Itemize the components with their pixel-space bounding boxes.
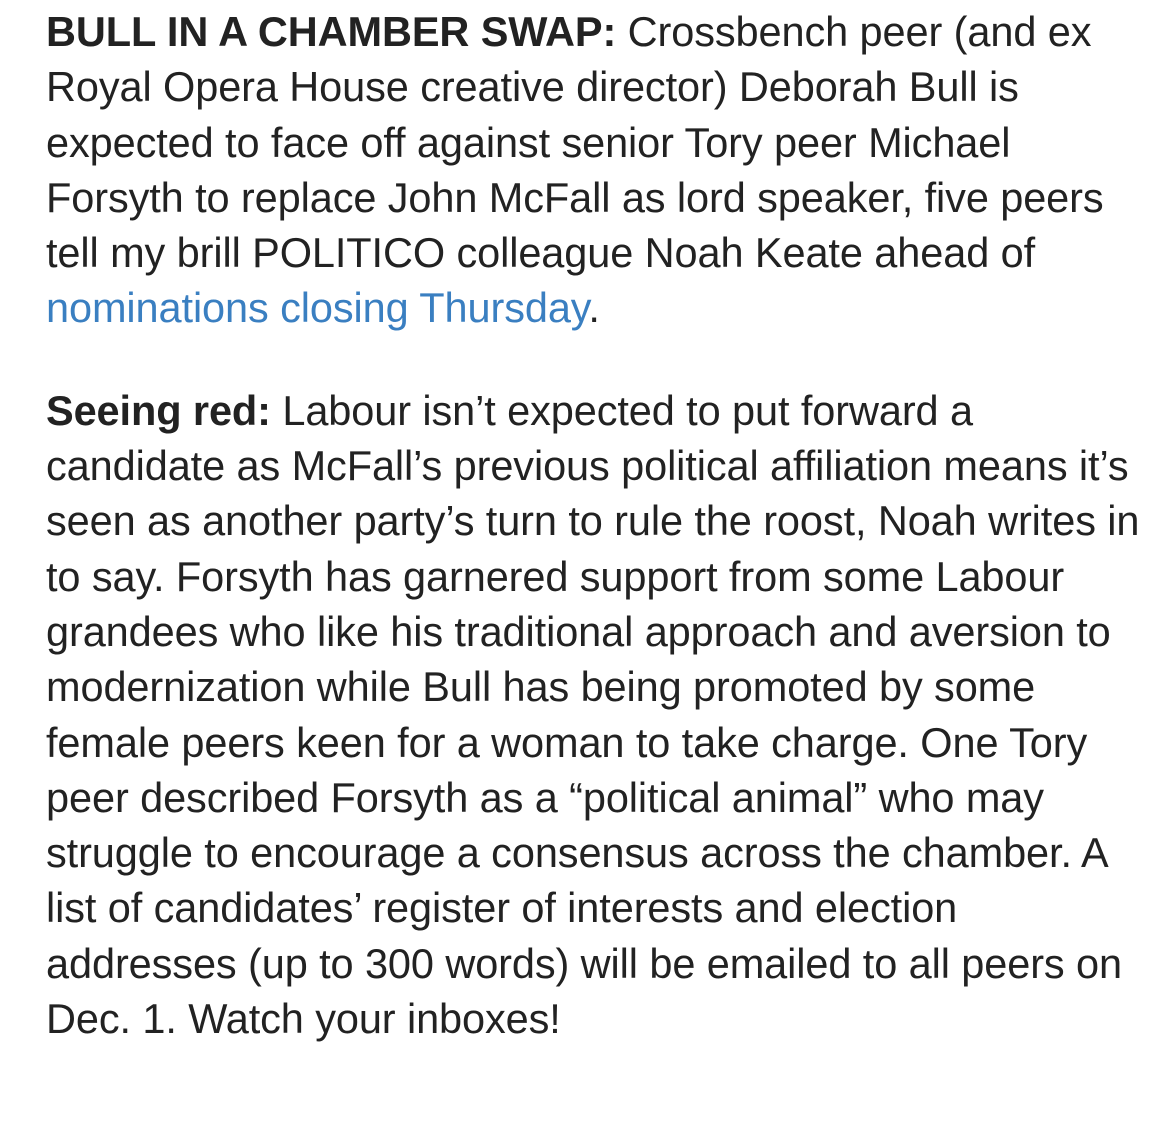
paragraph-lead: BULL IN A CHAMBER SWAP: [46, 8, 617, 55]
paragraph-text: Labour isn’t expected to put forward a candidate as McFall’s previous political affiliation means it’s seen as another party’s turn to rule the roost, Noah writes in to say. Forsyth has garnered support from some Labour grandees who like his traditional approach and aversion to modernization while Bull has being promoted by some female peers keen for a woman to take charge. One Tory peer described Forsyth as a “political animal” who may struggle to encourage a consensus across the chamber. A list of candidates’ register of interests and election addresses (up to 300 words) will be emailed to all peers on Dec. 1. Watch your inboxes! [46, 386, 1140, 1043]
paragraph-text-end: . [588, 284, 600, 332]
paragraph-lead: Seeing red: [46, 386, 271, 434]
paragraph-text: Crossbench peer (and ex Royal Opera House creative director) Deborah Bull is expected to face off against senior Tory peer Michael Forsyth to replace John McFall as lord speaker, five peers tell my brill POLITICO colleague Noah Keate ahead of [46, 8, 1104, 277]
nominations-link[interactable]: nominations closing Thursday [46, 284, 589, 332]
article-body [46, 4, 1146, 1046]
paragraph-bull-in-a-chamber-swap [46, 4, 1146, 336]
paragraph-seeing-red [46, 383, 1146, 1047]
